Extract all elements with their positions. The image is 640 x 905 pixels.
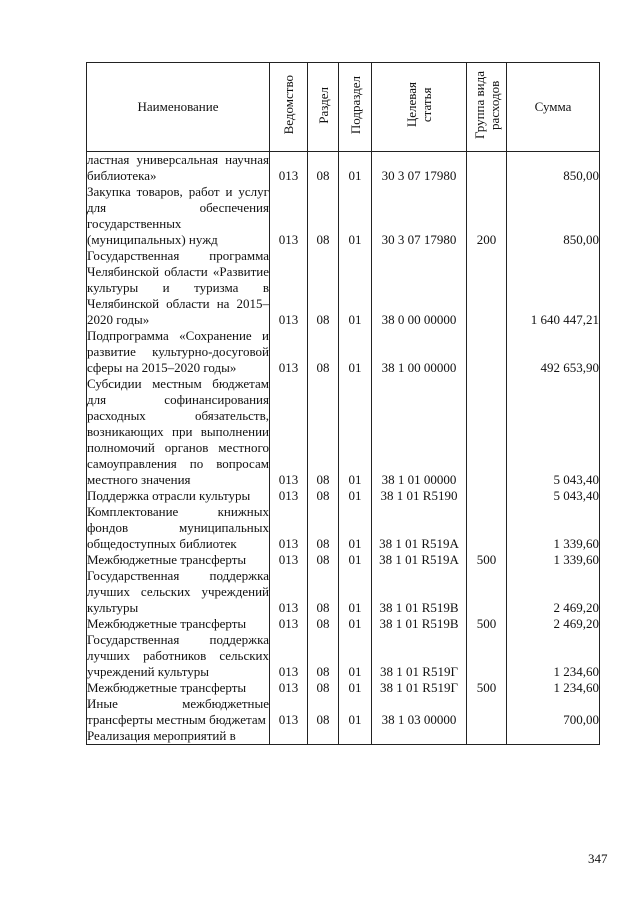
row-subsection: 01	[339, 632, 372, 680]
row-target-article: 38 1 00 00000	[372, 328, 467, 376]
row-expense-group	[467, 632, 507, 680]
table-header-row	[87, 63, 600, 152]
row-sum: 850,00	[507, 184, 600, 248]
row-sum: 1 234,60	[507, 632, 600, 680]
row-target-article: 38 1 01 R5190	[372, 488, 467, 504]
row-target-article: 38 1 01 R519Г	[372, 680, 467, 696]
row-name: Иные межбюджетные трансферты местным бюджетам	[87, 696, 269, 727]
row-sum: 5 043,40	[507, 488, 600, 504]
row-sum: 700,00	[507, 696, 600, 728]
row-expense-group: 500	[467, 552, 507, 568]
row-subsection: 01	[339, 152, 372, 185]
table-row	[87, 376, 600, 488]
row-subsection: 01	[339, 184, 372, 248]
header-section: Раздел	[308, 63, 339, 152]
table-row	[87, 680, 600, 696]
row-subsection	[339, 728, 372, 745]
row-target-article: 38 1 01 R519А	[372, 552, 467, 568]
table-row	[87, 552, 600, 568]
row-sum: 2 469,20	[507, 568, 600, 616]
row-subsection: 01	[339, 328, 372, 376]
row-subsection: 01	[339, 568, 372, 616]
table-row	[87, 248, 600, 328]
header-name: Наименование	[87, 63, 270, 152]
row-section	[308, 728, 339, 745]
row-name: Поддержка отрасли культуры	[87, 488, 270, 504]
row-section: 08	[308, 488, 339, 504]
row-section: 08	[308, 376, 339, 488]
table-row	[87, 328, 600, 376]
table-row	[87, 632, 600, 680]
row-name: Реализация мероприятий в	[87, 728, 270, 745]
row-target-article: 38 1 01 R519В	[372, 568, 467, 616]
row-section: 08	[308, 632, 339, 680]
row-expense-group: 200	[467, 184, 507, 248]
row-section: 08	[308, 552, 339, 568]
row-subsection: 01	[339, 616, 372, 632]
row-name: Межбюджетные трансферты	[87, 616, 270, 632]
row-section: 08	[308, 184, 339, 248]
row-department: 013	[270, 552, 308, 568]
row-expense-group	[467, 376, 507, 488]
page-number: 347	[588, 851, 608, 866]
row-target-article: 38 1 01 R519В	[372, 616, 467, 632]
row-target-article	[372, 728, 467, 745]
row-subsection: 01	[339, 488, 372, 504]
row-name: Государственная программа Челябинской области «Развитие культуры и туризма в Челябинской области на 2015–2020 годы»	[87, 248, 269, 327]
table-row	[87, 568, 600, 616]
row-department: 013	[270, 152, 308, 185]
budget-table	[86, 62, 600, 745]
row-expense-group	[467, 248, 507, 328]
row-expense-group	[467, 696, 507, 728]
header-target-article: Целевая статья	[372, 63, 467, 152]
row-subsection: 01	[339, 680, 372, 696]
row-target-article: 38 1 01 00000	[372, 376, 467, 488]
row-sum	[507, 728, 600, 745]
row-section: 08	[308, 504, 339, 552]
row-department: 013	[270, 328, 308, 376]
table-row	[87, 728, 600, 745]
header-expense-group: Группа вида расходов	[467, 63, 507, 152]
row-target-article: 30 3 07 17980	[372, 152, 467, 185]
row-name: ластная универсальная научная библиотека»	[87, 152, 269, 183]
row-sum: 2 469,20	[507, 616, 600, 632]
row-expense-group	[467, 504, 507, 552]
row-department: 013	[270, 616, 308, 632]
row-target-article: 30 3 07 17980	[372, 184, 467, 248]
row-department: 013	[270, 568, 308, 616]
row-department: 013	[270, 184, 308, 248]
header-department: Ведомство	[270, 63, 308, 152]
row-expense-group	[467, 728, 507, 745]
row-name: Закупка товаров, работ и услуг для обеспечения государственных (муниципальных) нужд	[87, 184, 269, 247]
row-subsection: 01	[339, 504, 372, 552]
row-department	[270, 728, 308, 745]
row-section: 08	[308, 328, 339, 376]
table-row	[87, 152, 600, 185]
row-sum: 1 339,60	[507, 504, 600, 552]
row-subsection: 01	[339, 376, 372, 488]
row-target-article: 38 0 00 00000	[372, 248, 467, 328]
row-expense-group: 500	[467, 680, 507, 696]
row-section: 08	[308, 696, 339, 728]
row-section: 08	[308, 248, 339, 328]
row-sum: 850,00	[507, 152, 600, 185]
row-department: 013	[270, 488, 308, 504]
row-sum: 1 339,60	[507, 552, 600, 568]
row-sum: 5 043,40	[507, 376, 600, 488]
header-sum: Сумма	[507, 63, 600, 152]
row-expense-group	[467, 488, 507, 504]
row-sum: 1 640 447,21	[507, 248, 600, 328]
row-sum: 492 653,90	[507, 328, 600, 376]
row-expense-group	[467, 568, 507, 616]
row-sum: 1 234,60	[507, 680, 600, 696]
row-target-article: 38 1 01 R519Г	[372, 632, 467, 680]
row-department: 013	[270, 376, 308, 488]
row-department: 013	[270, 696, 308, 728]
row-section: 08	[308, 680, 339, 696]
row-subsection: 01	[339, 696, 372, 728]
row-department: 013	[270, 504, 308, 552]
row-expense-group	[467, 152, 507, 185]
row-target-article: 38 1 03 00000	[372, 696, 467, 728]
row-department: 013	[270, 248, 308, 328]
row-name: Подпрограмма «Сохранение и развитие культурно-досуговой сферы на 2015–2020 годы»	[87, 328, 269, 375]
table-row	[87, 616, 600, 632]
header-subsection: Подраздел	[339, 63, 372, 152]
row-section: 08	[308, 568, 339, 616]
row-section: 08	[308, 616, 339, 632]
row-subsection: 01	[339, 248, 372, 328]
row-target-article: 38 1 01 R519А	[372, 504, 467, 552]
row-name: Межбюджетные трансферты	[87, 680, 270, 696]
row-expense-group: 500	[467, 616, 507, 632]
row-subsection: 01	[339, 552, 372, 568]
row-name: Государственная поддержка лучших работников сельских учреждений культуры	[87, 632, 269, 679]
table-row	[87, 504, 600, 552]
table-row	[87, 696, 600, 728]
row-name: Государственная поддержка лучших сельских учреждений культуры	[87, 568, 269, 615]
table-row	[87, 488, 600, 504]
table-row	[87, 184, 600, 248]
row-expense-group	[467, 328, 507, 376]
row-name: Межбюджетные трансферты	[87, 552, 270, 568]
row-name: Субсидии местным бюджетам для софинансирования расходных обязательств, возникающих при выполнении полномочий органов местного самоуправления по вопросам местного значения	[87, 376, 269, 487]
row-section: 08	[308, 152, 339, 185]
row-department: 013	[270, 680, 308, 696]
row-department: 013	[270, 632, 308, 680]
row-name: Комплектование книжных фондов муниципальных общедоступных библиотек	[87, 504, 269, 551]
